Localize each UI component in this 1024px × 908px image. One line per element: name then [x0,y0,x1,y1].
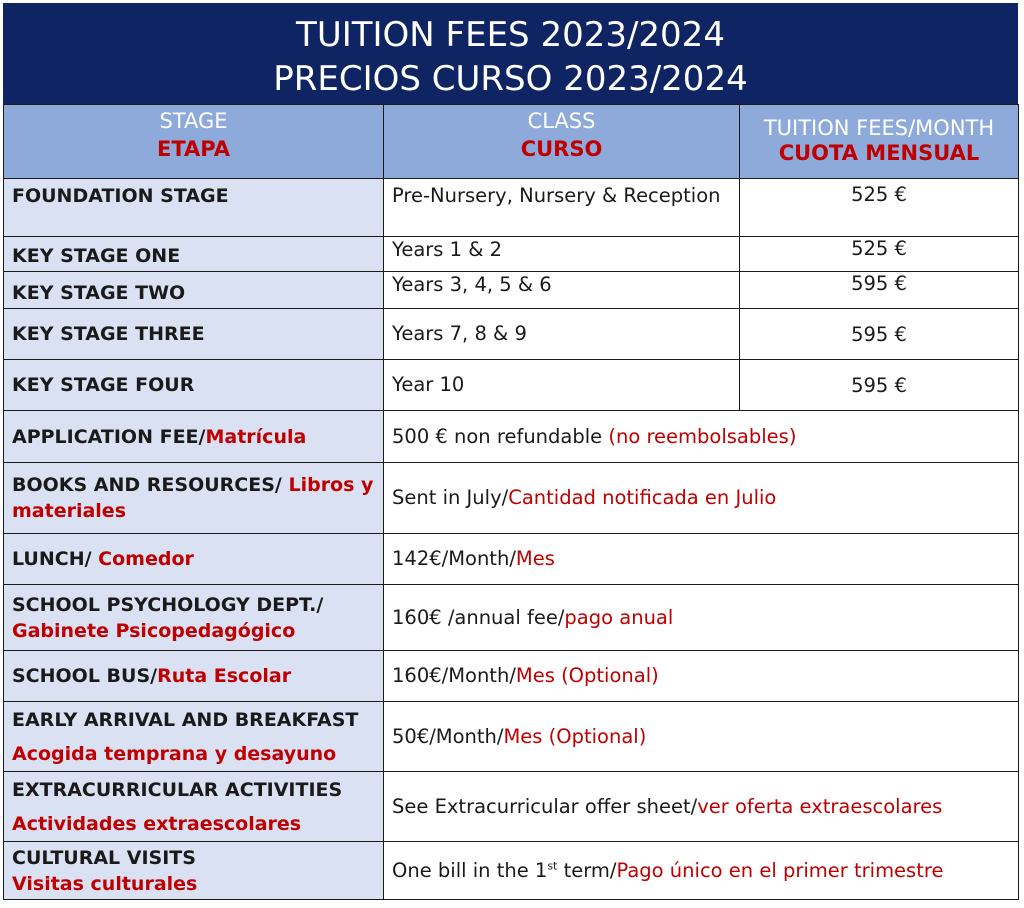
extra-label-es: Visitas culturales [12,872,198,895]
table-row [4,585,1019,651]
header-stage-es: ETAPA [156,137,230,161]
stage-name: KEY STAGE TWO [4,272,384,309]
table-row [4,179,1019,237]
extra-info [384,651,1019,702]
stage-name: KEY STAGE ONE [4,237,384,272]
extra-label-en: SCHOOL BUS/ [12,665,158,687]
extra-info-es: pago anual [564,605,674,629]
stage-class: Years 3, 4, 5 & 6 [384,272,740,309]
table-row [4,463,1019,534]
extra-info-en: Sent in July/ [392,486,509,509]
extra-info [384,534,1019,585]
stage-name: KEY STAGE THREE [4,309,384,360]
header-fees-en: TUITION FEES/MONTH [763,116,995,140]
header-stage [4,105,384,179]
extra-label-en: BOOKS AND RESOURCES/ [12,474,289,496]
extra-label-es: Ruta Escolar [157,665,292,687]
stage-fee: 525 € [740,179,1019,237]
extra-info-en: 160€/Month/ [392,664,516,687]
stage-class: Year 10 [384,360,740,411]
extra-label-en: EARLY ARRIVAL AND BREAKFAST [12,708,359,731]
extra-label [4,463,384,534]
extra-info-es: Mes (Optional) [503,724,647,748]
table-row [4,772,1019,842]
header-class-en: CLASS [527,109,596,133]
stage-name: KEY STAGE FOUR [4,360,384,411]
table-row [4,651,1019,702]
stage-fee: 595 € [740,272,1019,309]
extra-info-sup: st [547,859,558,872]
extra-label-es: Gabinete Psicopedagógico [12,619,296,642]
table-row [4,411,1019,463]
stage-fee: 595 € [740,309,1019,360]
extra-label-es: Actividades extraescolares [12,812,302,835]
extra-info [384,585,1019,651]
extra-info-en: 142€/Month/ [392,547,516,570]
extra-info-es: Mes (Optional) [515,664,659,687]
extra-info-es: Cantidad notificada en Julio [508,486,777,509]
extra-label-en: LUNCH/ [12,548,99,570]
stage-fee: 595 € [740,360,1019,411]
extra-info-en: 500 € non refundable [392,424,609,448]
extra-info [384,772,1019,842]
extra-info-es: ver oferta extraescolares [697,794,943,818]
extra-label [4,842,384,900]
extra-info-en: See Extracurricular offer sheet/ [392,794,698,818]
extra-label-es: Acogida temprana y desayuno [12,742,337,765]
table-row [4,842,1019,900]
extra-info-en: 160€ /annual fee/ [392,605,565,629]
extra-info [384,463,1019,534]
stage-name: FOUNDATION STAGE [4,179,384,237]
title-spanish: PRECIOS CURSO 2023/2024 [273,59,748,99]
extra-label [4,411,384,463]
extra-label-en: EXTRACURRICULAR ACTIVITIES [12,778,343,801]
header-stage-en: STAGE [159,109,228,133]
fees-table [3,104,1019,900]
extra-info [384,702,1019,772]
extra-info [384,411,1019,463]
extra-label-en: SCHOOL PSYCHOLOGY DEPT./ [12,593,324,616]
extra-label-en: CULTURAL VISITS [12,846,196,869]
table-row [4,272,1019,309]
stage-class: Years 7, 8 & 9 [384,309,740,360]
extra-label [4,585,384,651]
extra-info-es: Pago único en el primer trimestre [616,858,944,882]
extra-info [384,842,1019,900]
extra-label [4,651,384,702]
table-row [4,702,1019,772]
extra-info-es: (no reembolsables) [608,424,797,448]
header-row [4,105,1019,179]
extra-label [4,534,384,585]
extra-label [4,702,384,772]
stage-class: Pre-Nursery, Nursery & Reception [384,179,740,237]
extra-label [4,772,384,842]
title-banner [3,3,1018,104]
stage-class: Years 1 & 2 [384,237,740,272]
extra-info-es: Mes [515,547,555,570]
extra-info-en-a: One bill in the 1 [392,858,548,882]
header-fees [740,105,1019,179]
stage-fee: 525 € [740,237,1019,272]
extra-info-en: 50€/Month/ [392,724,504,748]
extra-info-en-b: term/ [557,858,617,882]
table-row [4,534,1019,585]
header-class-es: CURSO [520,137,603,161]
extra-label-es: Comedor [98,548,194,570]
header-fees-es: CUOTA MENSUAL [778,141,980,165]
extra-label-en: APPLICATION FEE/ [12,425,206,448]
header-class [384,105,740,179]
extra-label-es: Matrícula [205,425,307,448]
table-row [4,237,1019,272]
extra-label-es: Libros y materiales [12,474,374,522]
table-row [4,309,1019,360]
title-english: TUITION FEES 2023/2024 [296,15,725,55]
table-row [4,360,1019,411]
